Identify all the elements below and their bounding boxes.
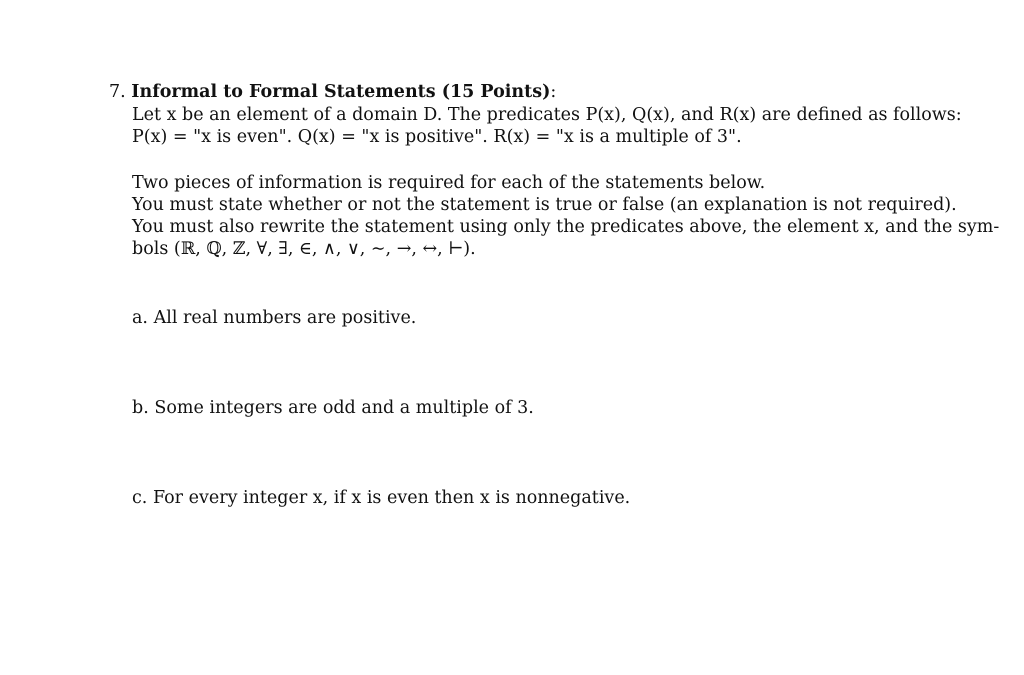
question-title: Informal to Formal Statements (15 Points)	[131, 82, 551, 102]
part-a	[132, 307, 416, 329]
question-heading	[109, 81, 556, 103]
part-c	[132, 487, 630, 509]
instructions-line-4: bols (ℝ, ℚ, ℤ, ∀, ∃, ∈, ∧, ∨, ∼, →, ↔, ⊢).	[132, 239, 476, 259]
question-intro-line-2: P(x) = "x is even". Q(x) = "x is positive". R(x) = "x is a multiple of 3".	[132, 127, 742, 147]
question-intro-line-1: Let x be an element of a domain D. The predicates P(x), Q(x), and R(x) are defined as follows:	[132, 105, 962, 125]
part-c-label: c.	[132, 488, 148, 508]
question-number: 7.	[109, 82, 126, 102]
part-b-label: b.	[132, 398, 149, 418]
question-title-suffix: :	[550, 82, 557, 102]
part-a-label: a.	[132, 308, 148, 328]
part-b	[132, 397, 534, 419]
part-a-text: All real numbers are positive.	[153, 308, 417, 328]
instructions-line-2: You must state whether or not the statement is true or false (an explanation is not required).	[132, 195, 957, 215]
part-c-text: For every integer x, if x is even then x is nonnegative.	[152, 488, 631, 508]
part-b-text: Some integers are odd and a multiple of 3.	[154, 398, 534, 418]
instructions-line-1: Two pieces of information is required for each of the statements below.	[132, 173, 766, 193]
instructions-line-3: You must also rewrite the statement using only the predicates above, the element x, and the sym-	[132, 217, 1000, 237]
